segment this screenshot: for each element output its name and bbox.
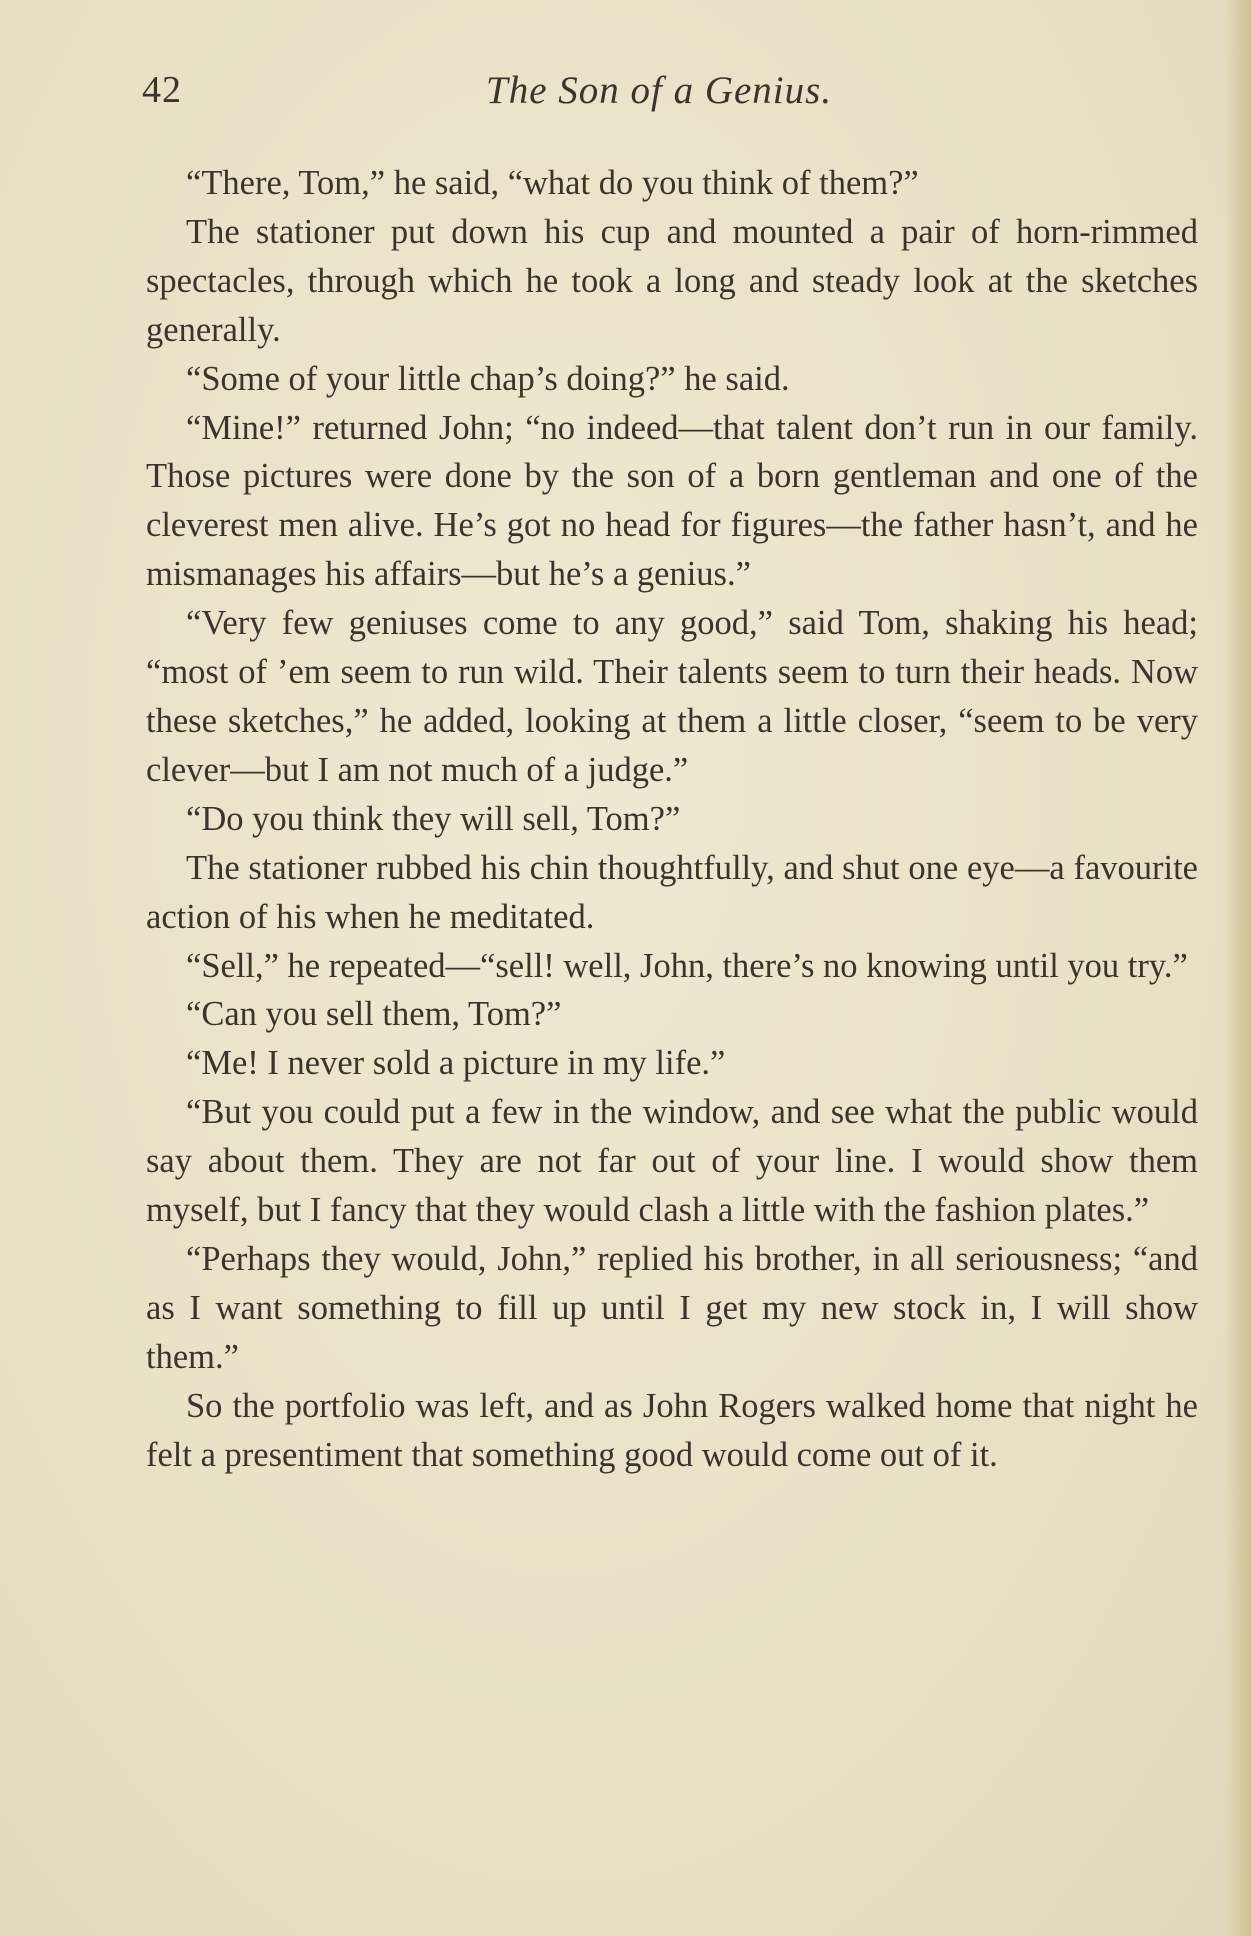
page-edge-shadow (1225, 0, 1251, 1936)
paragraph: “Do you think they will sell, Tom?” (186, 799, 681, 838)
paragraph: “There, Tom,” he said, “what do you think of them?” (186, 164, 919, 202)
paragraph: “Some of your little chap’s doing?” he said. (186, 359, 790, 398)
paragraph: “Mine!” returned John; “no indeed—that talent don’t run in our family. Those pictures were done by the son of a born gentleman and one of the cleverest men alive. He’s got no head for figures—the father hasn’t, and he mismanages his affairs—but he’s a genius.” (146, 408, 1198, 594)
paragraph: So the portfolio was left, and as John Rogers walked home that night he felt a presentiment that something good would come out of it. (146, 1386, 1198, 1474)
paragraph: “But you could put a few in the window, and see what the public would say about them. They are not far out of your line. I would show them myself, but I fancy that they would clash a little with the fashion plates.” (146, 1093, 1198, 1230)
paragraph: “Perhaps they would, John,” replied his brother, in all seriousness; “and as I want something to fill up until I get my new stock in, I will show them.” (146, 1239, 1198, 1376)
paragraph: “Sell,” he repeated—“sell! well, John, there’s no knowing until you try.” (186, 946, 1188, 985)
running-title: The Son of a Genius. (486, 69, 833, 112)
paragraph: The stationer put down his cup and mounted a pair of horn-rimmed spectacles, through which he took a long and steady look at the sketches generally. (146, 212, 1198, 349)
running-head (142, 68, 874, 118)
text-body (146, 159, 1198, 1479)
paragraph: “Can you sell them, Tom?” (186, 995, 562, 1034)
paragraph: “Very few geniuses come to any good,” said Tom, shaking his head; “most of ’em seem to run wild. Their talents seem to turn their heads. Now these sketches,” he added, looking at them a little closer, “seem to be very clever—but I am not much of a judge.” (146, 604, 1198, 789)
page-number: 42 (142, 69, 182, 111)
paragraph: “Me! I never sold a picture in my life.” (186, 1044, 726, 1083)
paragraph: The stationer rubbed his chin thoughtfully, and shut one eye—a favourite action of his when he meditated. (146, 848, 1198, 936)
